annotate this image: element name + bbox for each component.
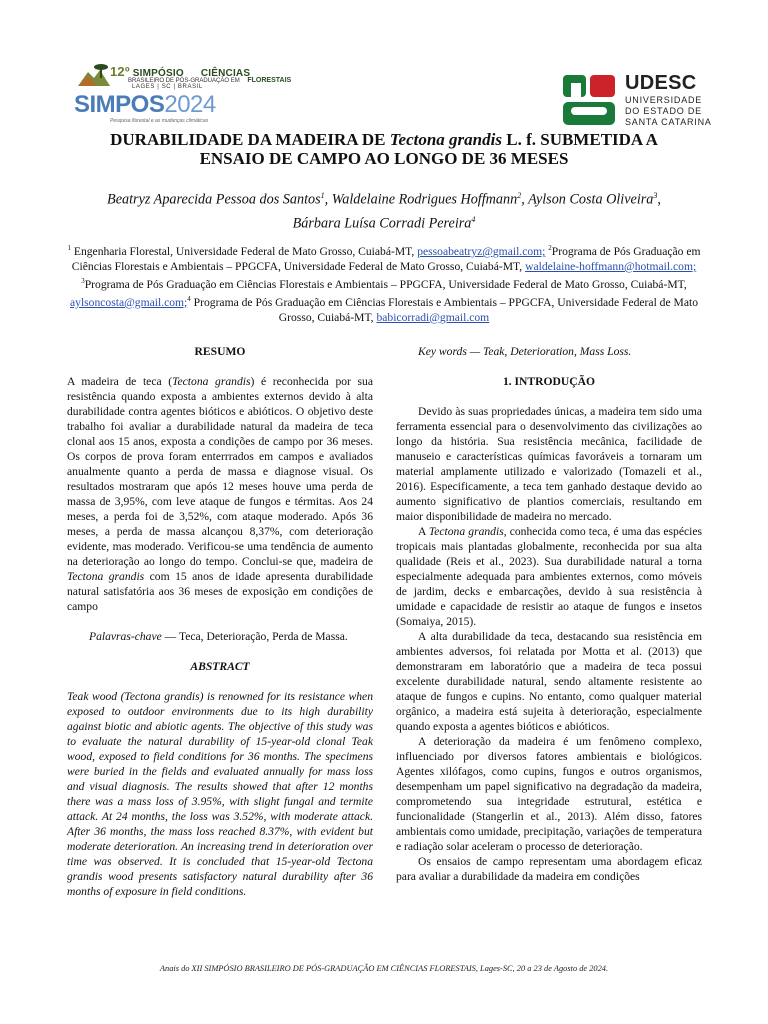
author: Waldelaine Rodrigues Hoffmann: [331, 191, 518, 208]
udesc-sub3: SANTA CATARINA: [625, 117, 712, 127]
simpos-logo: [70, 50, 292, 130]
abstract-text: Teak wood (Tectona grandis) is renowned for its resistance when exposed to outdoor environments due to its high durability against biotic and abiotic agents. The objective of this study was to evaluate the natural durability of 15-year-old clonal Teak wood, exposed to field conditions for 36 months. The specimens were buried in the fields and evaluated annually for mass loss and visual diagnosis. The results showed that after 12 months there was a mass loss of 3.95%, with slight fungal and termite attack. At 24 months, the loss was 3.52%, with moderate attack. After 36 months, the mass loss reached 8.37%, with evident but moderate deterioration. An increasing trend in deterioration over time was observed. It is concluded that 15-year-old Tectona grandis wood presents satisfactory natural durability after 36 months of exposure in field conditions.: [67, 690, 373, 898]
author-list: Beatryz Aparecida Pessoa dos Santos$^1$, Waldelaine Rodrigues Hoffmann$^2$, Aylson Costa Oliveira$^3$, Bárbara Luísa Corradi Pereira$^4$: [107, 191, 661, 232]
intro-paragraph: Devido às suas propriedades únicas, a madeira tem sido uma ferramenta essencial para o desenvolvimento das civilizações ao longo da história. Sua resistência mecânica, facilidade de manuseio e características químicas favoráveis a tornaram um material amplamente utilizado e valorizado (Tomazeli et al., 2016). Especificamente, a teca tem ganhado destaque devido ao aumento significativo de plantios comerciais, resultando em maior disponibilidade de madeira no mercado.: [396, 405, 702, 523]
page-footer: Anais do XII SIMPÓSIO BRASILEIRO DE PÓS-GRADUAÇÃO EM CIÊNCIAS FLORESTAIS, Lages-SC, 20 a 23 de Agosto de 2024.: [159, 964, 609, 973]
intro-paragraph: A Tectona grandis, conhecida como teca, é uma das espécies tropicais mais plantadas globalmente, reconhecida por sua alta qualidade (Reis et al., 2023). Sua durabilidade natural a torna especialmente adequada para ambientes externos, como móveis de jardim, decks e embarcações, devido à sua resistência à umidade e capacidade de resistir ao ataque de fungos e insetos (Somaiya, 2015).: [396, 525, 702, 628]
udesc-logo: [563, 73, 713, 128]
mountain-tree-icon: [78, 62, 110, 88]
left-column: [67, 344, 373, 899]
abstract-heading: ABSTRACT: [190, 660, 250, 673]
abstract-keywords: Key words — Teak, Deterioration, Mass Loss.: [418, 345, 632, 358]
udesc-sub1: UNIVERSIDADE: [625, 95, 703, 105]
simpos-line2: BRASILEIRO DE PÓS-GRADUAÇÃO EM FLORESTAIS: [128, 77, 292, 84]
udesc-name: UDESC: [625, 72, 697, 94]
simpos-wordmark: SIMPOS2024: [74, 91, 216, 118]
intro-paragraph: A deterioração da madeira é um fenômeno complexo, influenciado por diversos fatores ambientais e biológicos. Agentes xilófagos, como cupins, fungos e outros organismos, desempenham um papel significativo na degradação da madeira, comprometendo sua integridade estrutural, estética e funcionalidade (Stangerlin et al., 2013). Além disso, fatores ambientais como umidade, precipitação, variações de temperatura e radiação solar aceleram o processo de deterioração.: [396, 735, 702, 853]
resumo-text: A madeira de teca (Tectona grandis) é reconhecida por sua resistência quando exposta a ambientes externos devido à alta durabilidade contra agentes bióticos e abióticos. O objetivo deste trabalho foi avaliar a durabilidade natural da madeira de teca clonal aos 15 anos, exposta a condições de campo por 36 meses. Os corpos de prova foram enterrrados em campos e avaliados anualmente quanto a perda de massa e diagnose visual. Os resultados mostraram que após 12 meses houve uma perda de massa de 3,95%, com leve ataque de fungos e térmitas. Aos 24 meses, a perda foi de 3,52%, com ataque moderado. Após 36 meses, a perda de massa alcançou 8,37%, com deterioração evidente, mas moderado. Verificou-se uma tendência de aumento na deterioração ao longo do tempo. Conclui-se que, madeira de Tectona grandis com 15 anos de idade apresenta durabilidade natural satisfatória aos 36 meses de exposição em condições de campo: [67, 375, 374, 613]
email-link[interactable]: waldelaine-hoffmann@hotmail.com;: [525, 259, 697, 273]
affiliations: $^1$ Engenharia Florestal, Universidade Federal de Mato Grosso, Cuiabá-MT, pessoabeatryz@gmail.com; $^2$Programa de Pós Graduação em Ciências Florestais e Ambientais – PPGCFA, Universidade Federal de Mato Grosso, Cuiabá-MT, waldelaine-hoffmann@hotmail.com; $^3$Programa de Pós Graduação em Ciências Florestais e Ambientais – PPGCFA, Universidade Federal de Mato Grosso, Cuiabá-MT, aylsoncosta@gmail.com;$^4$ Programa de Pós Graduação em Ciências Florestais e Ambientais – PPGCFA, Universidade Federal de Mato Grosso, Cuiabá-MT, babicorradi@gmail.com: [67, 244, 701, 324]
simpos-tagline: Pesquisa florestal e as mudanças climáticas: [110, 118, 209, 124]
paper-title: DURABILIDADE DA MADEIRA DE Tectona grandis L. f. SUBMETIDA A ENSAIO DE CAMPO AO LONGO DE 36 MESES: [110, 130, 658, 168]
resumo-heading: RESUMO: [194, 345, 246, 358]
author: Beatryz Aparecida Pessoa dos Santos: [107, 191, 321, 208]
intro-paragraph: A alta durabilidade da teca, destacando sua resistência em ambientes adversos, foi relatada por Motta et al. (2013) que demonstraram em laboratório que a madeira de teca possui excelente durabilidade natural, sendo altamente resistente ao ataque de fungos e cupins. No entanto, como qualquer material orgânico, a madeira está sujeita à deterioração, especialmente quando exposta a agentes bióticos e abióticos.: [396, 630, 702, 733]
author: Aylson Costa Oliveira: [528, 191, 654, 208]
author: Bárbara Luísa Corradi Pereira: [292, 215, 472, 232]
intro-heading: 1. INTRODUÇÃO: [502, 375, 596, 388]
email-link[interactable]: pessoabeatryz@gmail.com;: [417, 244, 546, 258]
udesc-sub2: DO ESTADO DE: [625, 106, 702, 116]
email-link[interactable]: babicorradi@gmail.com: [376, 310, 490, 324]
right-column: [396, 344, 702, 884]
udesc-emblem-icon: [563, 75, 615, 125]
simpos-line1: 12º SIMPÓSIO CIÊNCIAS: [110, 64, 251, 79]
simpos-location: LAGES | SC | BRASIL: [132, 84, 203, 90]
email-link[interactable]: aylsoncosta@gmail.com;: [70, 295, 188, 309]
resumo-keywords: Palavras-chave — Teca, Deterioração, Perda de Massa.: [89, 630, 348, 643]
intro-paragraph: Os ensaios de campo representam uma abordagem eficaz para avaliar a durabilidade da madeira em condições: [396, 855, 702, 883]
